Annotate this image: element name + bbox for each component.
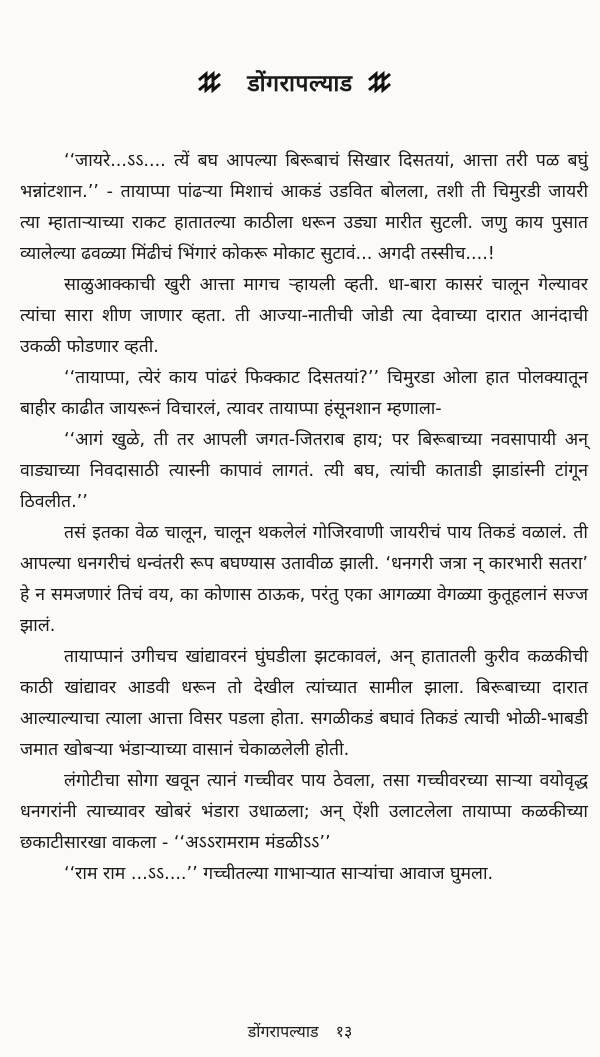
- page-footer: [0, 1020, 600, 1042]
- wave-ornament-icon: [367, 71, 403, 93]
- page-number: १३: [335, 1022, 353, 1041]
- body-text: [20, 146, 588, 890]
- paragraph: ‘‘तायाप्पा, त्येरं काय पांढरं फिक्काट दिसतयां?’’ चिमुरडा ओला हात पोलक्यातून बाहीर काढीत जायरूनं विचारलं, त्यावर तायाप्पा हंसूनशान म्हणाला-: [20, 368, 588, 419]
- chapter-heading: [0, 66, 600, 98]
- paragraph: ‘‘आगं खुळे, ती तर आपली जगत-जितराब हाय; पर बिरूबाच्या नवसापायी अन् वाड्याच्या निवदासाठी त्यास्नी कापावं लागतं. त्यी बघ, त्यांची काताडी झाडांस्नी टांगून ठिवलीत.’’: [20, 430, 588, 512]
- paragraph: तायाप्पानं उगीचच खांद्यावरनं घुंघडीला झटकावलं, अन् हातातली कुरीव कळकीची काठी खांद्यावर आडवी धरून तो देखील त्यांच्यात सामील झाला. बिरूबाच्या दारात आल्याल्याचा त्याला आत्ता विसर पडला होता. सगळीकडं बघावं तिकडं त्याची भोळी-भाबडी जमात खोबऱ्या भंडाऱ्याच्या वासानं चेकाळलेली होती.: [20, 647, 588, 760]
- wave-ornament-icon: [197, 71, 233, 93]
- running-title: डोंगरापल्याड: [247, 1022, 319, 1041]
- chapter-title: डोंगरापल्याड: [247, 71, 353, 97]
- paragraph: साळुआक्काची खुरी आत्ता मागच ऱ्हायली व्हती. धा-बारा कासरं चालून गेल्यावर त्यांचा सारा शीण जाणार व्हता. ती आज्या-नातीची जोडी त्या देवाच्या दारात आनंदाची उकळी फोडणार व्हती.: [20, 275, 588, 357]
- paragraph: ‘‘राम राम ...ऽऽ....’’ गच्चीतल्या गाभाऱ्यात साऱ्यांचा आवाज घुमला.: [64, 864, 494, 884]
- paragraph: लंगोटीचा सोगा खवून त्यानं गच्चीवर पाय ठेवला, तसा गच्चीवरच्या साऱ्या वयोवृद्ध धनगरांनी त्याच्यावर खोबरं भंडारा उधाळला; अन् ऐंशी उलाटलेला तायाप्पा कळकीच्या छकाटीसारखा वाकला - ‘‘अऽऽरामराम मंडळीऽऽ’’: [20, 771, 588, 853]
- paragraph: ‘‘जायरे...ऽऽ.... त्यें बघ आपल्या बिरूबाचं सिखार दिसतयां, आत्ता तरी पळ बघुं भन्नांटशान.’’ - तायाप्पा पांढऱ्या मिशाचं आकडं उडवित बोलला, तशी ती चिमुरडी जायरी त्या म्हाताऱ्याच्या राकट हातातल्या काठीला धरून उड्या मारीत सुटली. जणु काय पुसात व्यालेल्या ढवळ्या मिंढीचं भिंगारं कोकरू मोकाट सुटावं... अगदी तस्सीच....!: [20, 151, 588, 264]
- paragraph: तसं इतका वेळ चालून, चालून थकलेलं गोजिरवाणी जायरीचं पाय तिकडं वळालं. ती आपल्या धनगरीचं धन्वंतरी रूप बघण्यास उतावीळ झाली. ‘धनगरी जत्रा न् कारभारी सतरा’ हे न समजणारं तिचं वय, का कोणास ठाऊक, परंतु एका आगळ्या वेगळ्या कुतूहलानं सज्ज झालं.: [20, 523, 588, 636]
